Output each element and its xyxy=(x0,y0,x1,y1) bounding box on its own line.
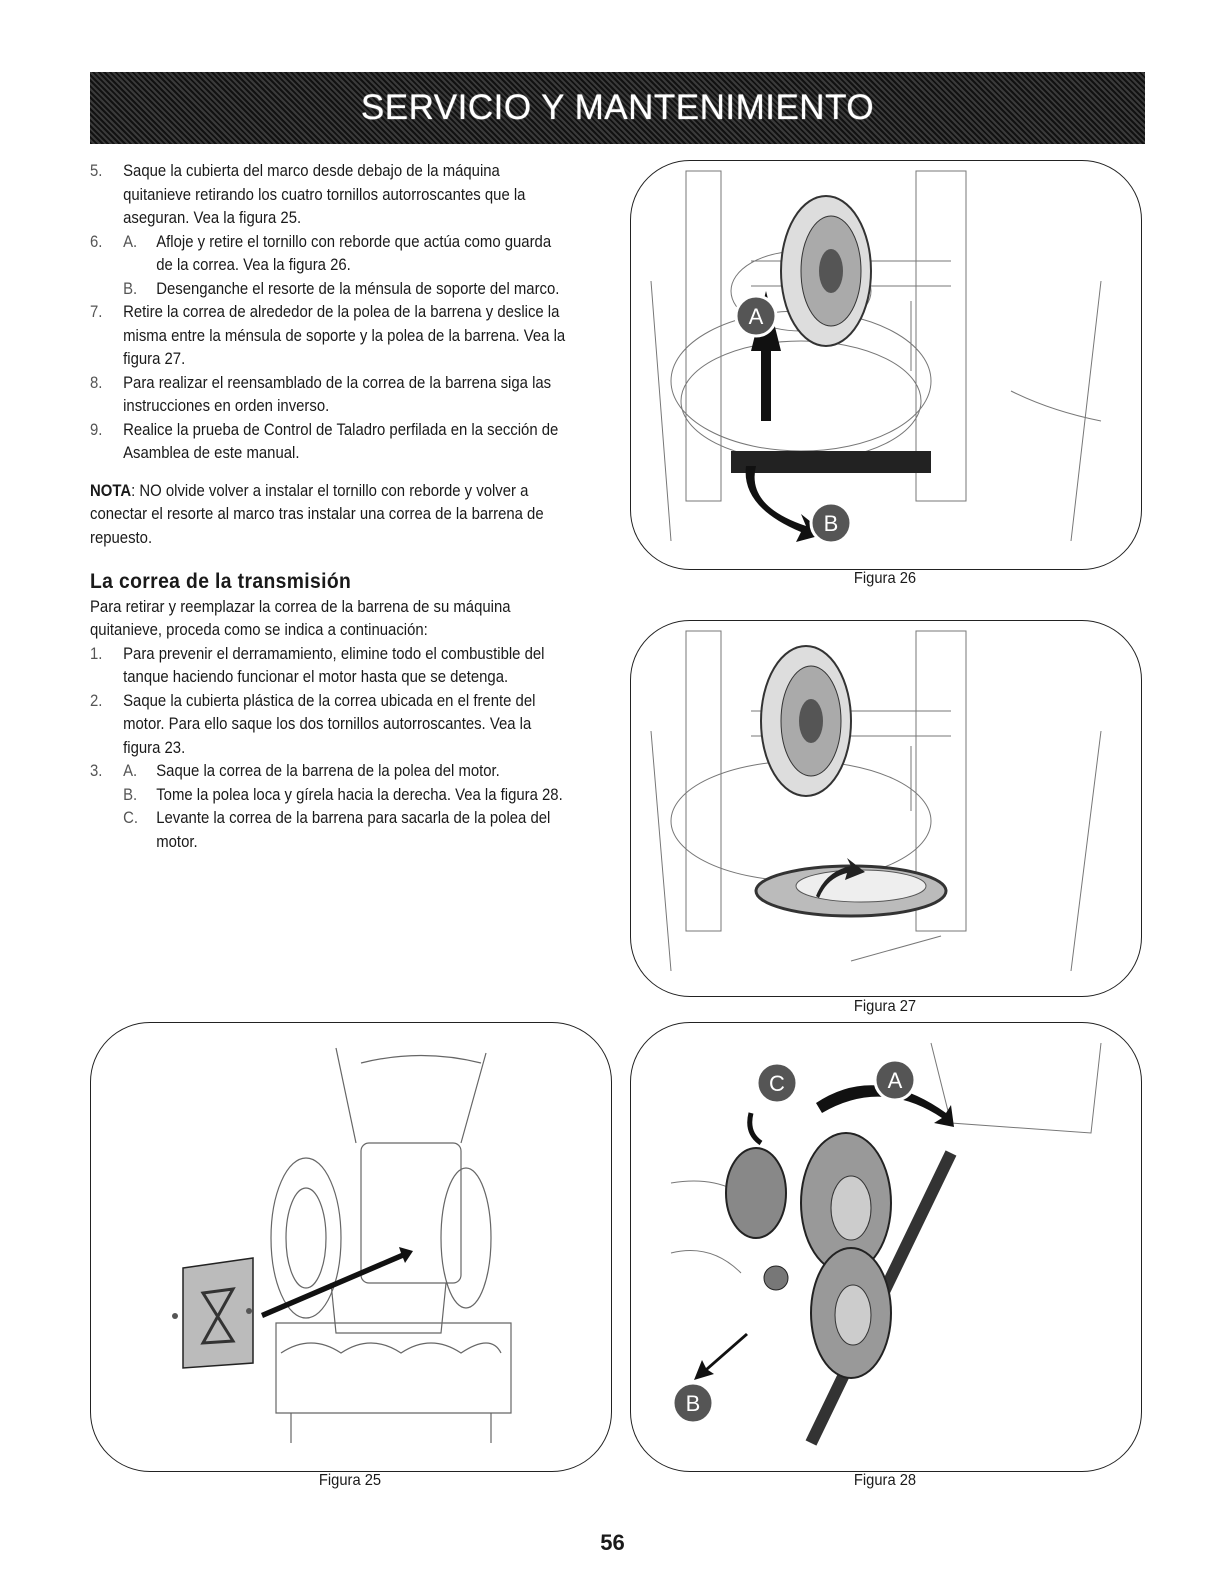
figure-27-illustration xyxy=(631,621,1141,996)
label-c-icon xyxy=(757,1063,797,1103)
substep-6b xyxy=(123,278,568,302)
substep-letter: B. xyxy=(123,785,138,804)
step-text: Para realizar el reensamblado de la correa de la barrena siga las instrucciones en orden inverso. xyxy=(123,373,552,415)
page-number: 56 xyxy=(600,1530,625,1555)
step-6 xyxy=(90,231,568,302)
note-paragraph xyxy=(90,480,568,551)
page-title: SERVICIO Y MANTENIMIENTO xyxy=(360,88,875,127)
substep-text: Levante la correa de la barrena para sacarla de la polea del motor. xyxy=(156,809,551,851)
step-number: 6. xyxy=(90,232,103,251)
step-7 xyxy=(90,301,568,372)
step-text: Saque la cubierta plástica de la correa ubicada en el frente del motor. Para ello saque los dos tornillos autorroscantes. Vea la figura 23. xyxy=(123,691,536,757)
step-8 xyxy=(90,372,568,419)
substep-6a xyxy=(123,231,568,278)
substep-letter: C. xyxy=(123,809,139,827)
figure-25-illustration xyxy=(91,1023,611,1471)
header-banner xyxy=(90,72,1145,144)
step-1 xyxy=(90,643,568,690)
substep-text: Desenganche el resorte de la ménsula de soporte del marco. xyxy=(156,279,560,298)
substep-text: Saque la correa de la barrena de la polea del motor. xyxy=(156,762,500,780)
figure-26-caption: Figura 26 xyxy=(853,570,917,587)
note-label: NOTA xyxy=(90,481,132,500)
label-a-icon xyxy=(875,1060,915,1100)
svg-text:A: A xyxy=(887,1068,903,1093)
step-5 xyxy=(90,160,568,231)
substep-3b xyxy=(123,784,568,808)
step-number: 7. xyxy=(90,303,103,321)
figure-27-caption: Figura 27 xyxy=(853,998,917,1015)
section-intro: Para retirar y reemplazar la correa de la barrena de su máquina quitanieve, proceda como se indica a continuación: xyxy=(90,597,511,639)
step-number: 8. xyxy=(90,373,103,392)
note-text: : NO olvide volver a instalar el tornillo con reborde y volver a conectar el resorte al marco tras instalar una correa de la barrena de repuesto. xyxy=(90,481,544,547)
svg-text:A: A xyxy=(748,304,764,329)
substep-3a xyxy=(123,760,568,784)
substep-letter: A. xyxy=(123,762,138,780)
step-text: Realice la prueba de Control de Taladro perfilada en la sección de Asamblea de este manual. xyxy=(123,420,559,462)
figure-28-caption: Figura 28 xyxy=(853,1472,917,1489)
substep-text: Tome la polea loca y gírela hacia la derecha. Vea la figura 28. xyxy=(156,785,563,804)
figure-25 xyxy=(90,1022,612,1472)
label-b-icon xyxy=(673,1383,713,1423)
svg-text:B: B xyxy=(685,1391,701,1416)
step-text: Retire la correa de alrededor de la polea de la barrena y deslice la misma entre la ménsula de soporte y la polea de la barrena. Vea la figura 27. xyxy=(123,303,566,368)
substep-letter: B. xyxy=(123,279,138,298)
substep-letter: A. xyxy=(123,232,138,251)
figure-27 xyxy=(630,620,1142,997)
section-heading: La correa de la transmisión xyxy=(90,570,352,593)
svg-text:B: B xyxy=(823,511,839,536)
substep-3c xyxy=(123,807,568,854)
figure-28 xyxy=(630,1022,1142,1472)
figure-26-illustration xyxy=(631,161,1141,569)
step-number: 9. xyxy=(90,420,103,439)
step-3 xyxy=(90,760,568,854)
step-number: 2. xyxy=(90,691,103,710)
label-b-icon xyxy=(811,503,851,543)
step-number: 5. xyxy=(90,162,103,180)
label-a-icon xyxy=(736,296,776,336)
step-text: Saque la cubierta del marco desde debajo de la máquina quitanieve retirando los cuatro tornillos autorroscantes que la aseguran. Vea la figura 25. xyxy=(123,162,526,227)
step-number: 3. xyxy=(90,762,103,780)
step-9 xyxy=(90,419,568,466)
svg-text:C: C xyxy=(769,1071,785,1096)
substep-text: Afloje y retire el tornillo con reborde que actúa como guarda de la correa. Vea la figura 26. xyxy=(156,232,552,274)
instructions-column xyxy=(90,160,568,854)
figure-25-caption: Figura 25 xyxy=(318,1472,382,1489)
figure-26 xyxy=(630,160,1142,570)
step-number: 1. xyxy=(90,644,103,663)
figure-28-illustration xyxy=(631,1023,1141,1471)
step-text: Para prevenir el derramamiento, elimine todo el combustible del tanque haciendo funcionar el motor hasta que se detenga. xyxy=(123,644,545,686)
step-2 xyxy=(90,690,568,761)
